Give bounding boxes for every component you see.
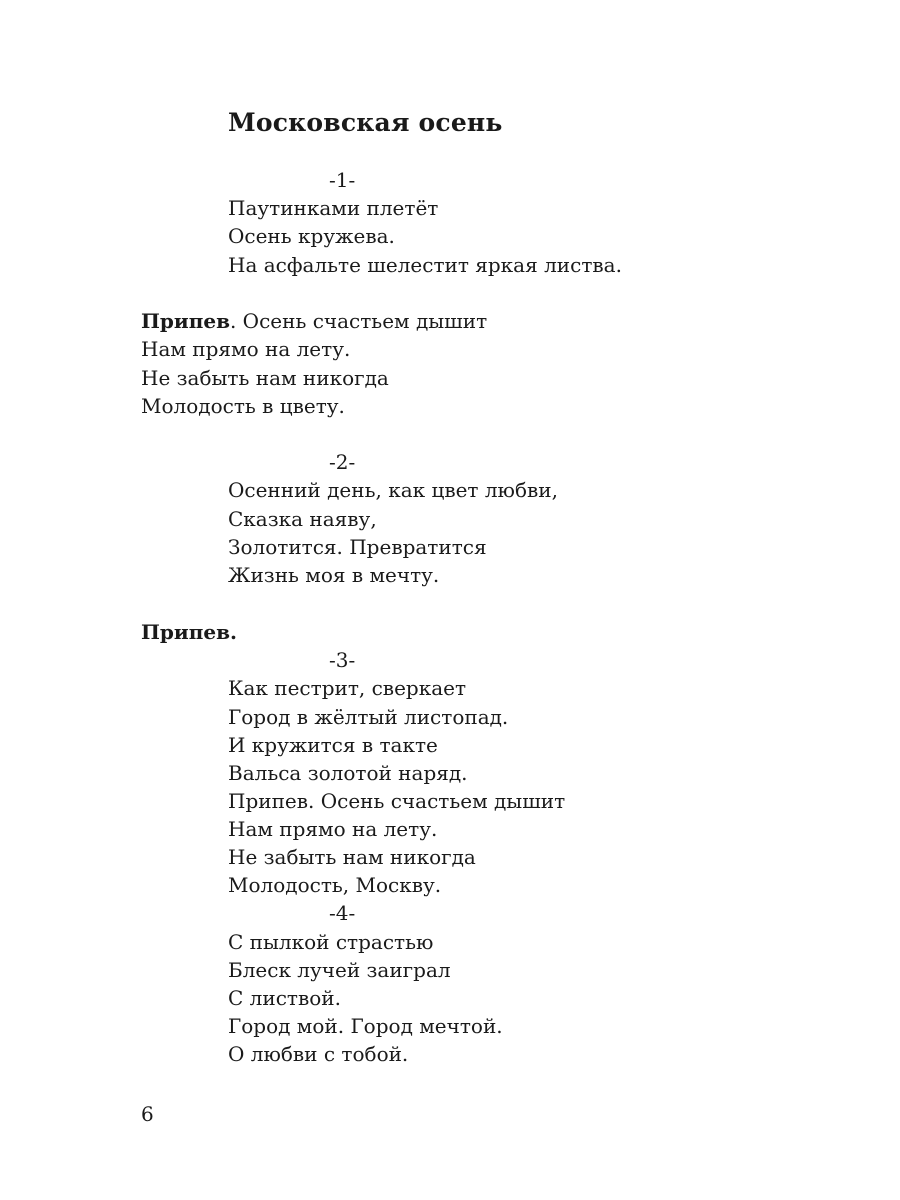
verse-2-line: Жизнь моя в мечту.	[228, 563, 440, 587]
verse-3-line: Как пестрит, сверкает	[228, 676, 467, 700]
verse-4-number: -4-	[329, 901, 356, 925]
verse-3-line: Не забыть нам никогда	[228, 845, 476, 869]
chorus-line: Молодость в цвету.	[141, 394, 345, 418]
verse-3-line: Нам прямо на лету.	[228, 817, 438, 841]
chorus-repeat-label: Припев.	[141, 620, 237, 644]
verse-1-number: -1-	[329, 168, 356, 192]
page-number: 6	[141, 1102, 154, 1126]
verse-1-line: Осень кружева.	[228, 224, 395, 248]
verse-4-line: О любви с тобой.	[228, 1042, 409, 1066]
verse-2-line: Золотится. Превратится	[228, 535, 487, 559]
chorus-line: Нам прямо на лету.	[141, 337, 351, 361]
verse-2-number: -2-	[329, 450, 356, 474]
verse-2-line: Осенний день, как цвет любви,	[228, 478, 558, 502]
verse-3-line: И кружится в такте	[228, 733, 438, 757]
chorus-first-line	[141, 307, 487, 335]
verse-4-line: Город мой. Город мечтой.	[228, 1014, 503, 1038]
verse-3-line: Молодость, Москву.	[228, 873, 442, 897]
chorus-label: Припев	[141, 309, 230, 333]
verse-3-number: -3-	[329, 648, 356, 672]
verse-4-line: С листвой.	[228, 986, 341, 1010]
chorus-line: Не забыть нам никогда	[141, 366, 389, 390]
verse-1-line: На асфальте шелестит яркая листва.	[228, 253, 622, 277]
verse-2-line: Сказка наяву,	[228, 507, 377, 531]
poem-title: Московская осень	[228, 108, 503, 137]
verse-3-line: Город в жёлтый листопад.	[228, 705, 509, 729]
verse-4-line: Блеск лучей заиграл	[228, 958, 451, 982]
chorus-first-line-text: . Осень счастьем дышит	[229, 309, 488, 333]
verse-4-line: С пылкой страстью	[228, 930, 434, 954]
verse-3-line: Вальса золотой наряд.	[228, 761, 468, 785]
verse-3-line: Припев. Осень счастьем дышит	[228, 789, 566, 813]
verse-1-line: Паутинками плетёт	[228, 196, 439, 220]
